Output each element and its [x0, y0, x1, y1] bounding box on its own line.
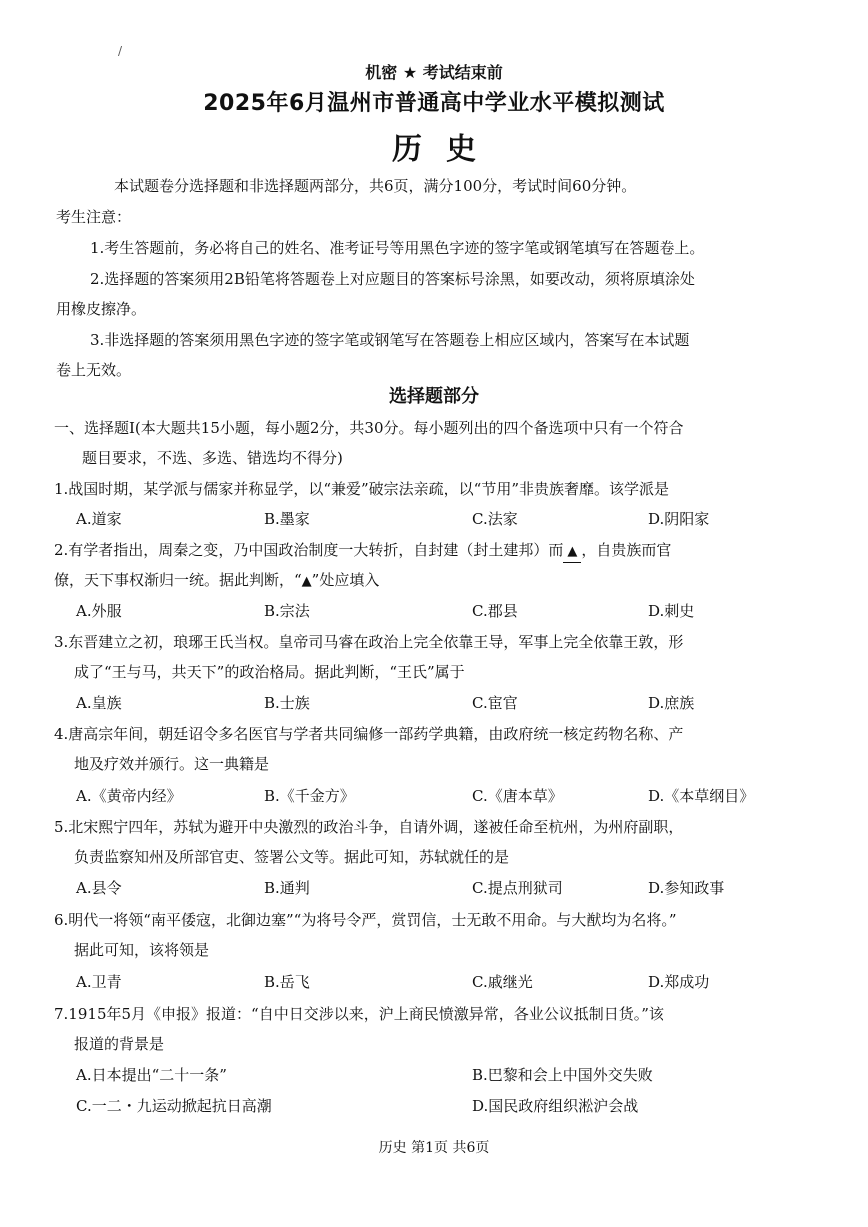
q6-option-d: D.郑成功 [648, 973, 710, 991]
q6-option-b: B.岳飞 [264, 973, 310, 991]
triangle-icon: ▲ [301, 574, 312, 589]
q3-option-c: C.宦官 [472, 694, 518, 712]
q2-text-part4: ”处应填入 [311, 571, 380, 589]
q4-option-d: D.《本草纲目》 [648, 787, 755, 805]
question-4: 4.唐高宗年间，朝廷诏令多名医官与学者共同编修一部药学典籍，由政府统一核定药物名称、产 [54, 725, 684, 743]
q2-option-a: A.外服 [76, 602, 122, 620]
part1-instructions: 一、选择题Ⅰ(本大题共15小题，每小题2分，共30分。每小题列出的四个备选项中只有一个符合 [54, 419, 684, 437]
q3-option-a: A.皇族 [76, 694, 122, 712]
notice-heading: 考生注意： [56, 208, 132, 226]
notice-item-3-cont: 卷上无效。 [56, 361, 132, 379]
question-5: 5.北宋熙宁四年，苏轼为避开中央激烈的政治斗争，自请外调，遂被任命至杭州，为州府副职， [54, 818, 684, 836]
q5-option-d: D.参知政事 [648, 879, 725, 897]
q2-text-part2: ，自贵族而官 [581, 541, 672, 559]
q5-option-c: C.提点刑狱司 [472, 879, 563, 897]
notice-item-2: 2.选择题的答案须用2B铅笔将答题卷上对应题目的答案标号涂黑，如要改动，须将原填涂处 [90, 270, 695, 288]
q1-option-b: B.墨家 [264, 510, 310, 528]
question-2-cont [54, 570, 814, 592]
question-6: 6.明代一将领“南平倭寇，北御边塞”“为将号令严，赏罚信，士无敢不用命。与大猷均为名将。” [54, 911, 677, 929]
question-6-cont: 据此可知，该将领是 [74, 941, 210, 959]
q3-option-d: D.庶族 [648, 694, 695, 712]
exam-title: 2025年6月温州市普通高中学业水平模拟测试 [203, 91, 665, 116]
question-3: 3.东晋建立之初，琅琊王氏当权。皇帝司马睿在政治上完全依靠王导，军事上完全依靠王敦，形 [54, 633, 684, 651]
subject-title: 历史 [392, 132, 500, 167]
question-5-cont: 负责监察知州及所部官吏、签署公文等。据此可知，苏轼就任的是 [74, 848, 510, 866]
notice-item-3: 3.非选择题的答案须用黑色字迹的签字笔或钢笔写在答题卷上相应区域内，答案写在本试题 [90, 331, 690, 349]
q2-option-b: B.宗法 [264, 602, 310, 620]
section-title: 选择题部分 [389, 386, 479, 407]
q2-option-d: D.刺史 [648, 602, 695, 620]
q5-option-b: B.通判 [264, 879, 310, 897]
q1-option-c: C.法家 [472, 510, 518, 528]
question-4-cont: 地及疗效并颁行。这一典籍是 [74, 755, 270, 773]
q7-option-c: C.一二・九运动掀起抗日高潮 [76, 1097, 272, 1115]
question-1: 1.战国时期，某学派与儒家并称显学，以“兼爱”破宗法亲疏，以“节用”非贵族奢靡。该学派是 [54, 480, 669, 498]
q1-option-d: D.阴阳家 [648, 510, 710, 528]
q4-option-c: C.《唐本草》 [472, 787, 563, 805]
q2-blank [563, 540, 581, 563]
q6-option-a: A.卫青 [76, 973, 122, 991]
question-2 [54, 540, 814, 563]
q4-option-b: B.《千金方》 [264, 787, 355, 805]
notice-item-2-cont: 用橡皮擦净。 [56, 300, 147, 318]
q7-option-b: B.巴黎和会上中国外交失败 [472, 1066, 653, 1084]
triangle-icon: ▲ [567, 544, 578, 559]
part1-instructions-cont: 题目要求，不选、多选、错选均不得分) [82, 449, 343, 467]
question-7: 7.1915年5月《申报》报道：“自中日交涉以来，沪上商民愤激异常，各业公议抵制日货。”该 [54, 1005, 664, 1023]
scan-mark: / [118, 44, 123, 58]
page-footer: 历史 第1页 共6页 [378, 1140, 490, 1156]
q4-option-a: A.《黄帝内经》 [76, 787, 182, 805]
question-3-cont: 成了“王与马，共天下”的政治格局。据此判断，“王氏”属于 [74, 663, 465, 681]
notice-item-1: 1.考生答题前，务必将自己的姓名、准考证号等用黑色字迹的签字笔或钢笔填写在答题卷上。 [90, 239, 705, 257]
q6-option-c: C.戚继光 [472, 973, 533, 991]
q7-option-a: A.日本提出“二十一条” [76, 1066, 227, 1084]
q2-option-c: C.郡县 [472, 602, 518, 620]
q7-option-d: D.国民政府组织淞沪会战 [472, 1097, 639, 1115]
q2-text-part3: 僚，天下事权渐归一统。据此判断，“ [54, 571, 302, 589]
q3-option-b: B.士族 [264, 694, 310, 712]
confidential-label: 机密 ★ 考试结束前 [365, 63, 503, 82]
q1-option-a: A.道家 [76, 510, 122, 528]
q5-option-a: A.县令 [76, 879, 122, 897]
q2-text-part1: 2.有学者指出，周秦之变，乃中国政治制度一大转折，自封建（封土建邦）而 [54, 541, 564, 559]
question-7-cont: 报道的背景是 [74, 1035, 165, 1053]
intro-text: 本试题卷分选择题和非选择题两部分，共6页，满分100分，考试时间60分钟。 [114, 177, 637, 195]
